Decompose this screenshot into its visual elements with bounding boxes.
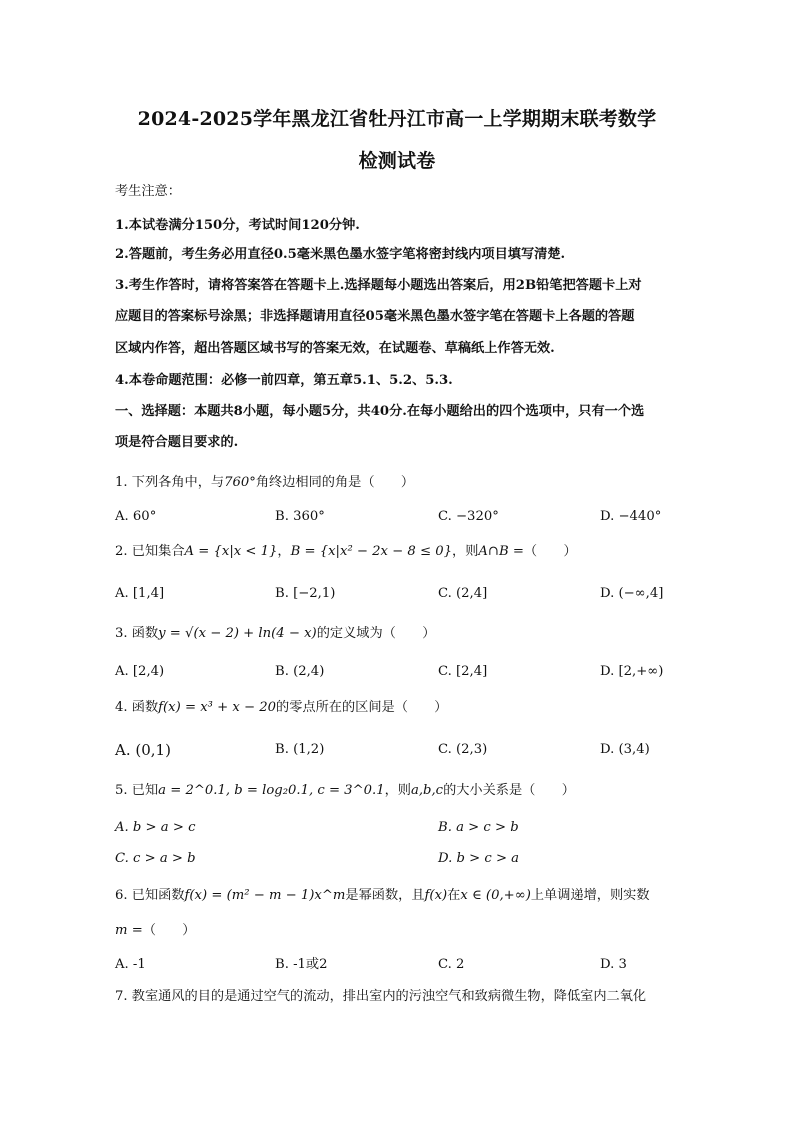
question-4-option-b: B. (1,2) [275,742,325,757]
question-5-option-c: C. c > a > b [115,851,196,866]
question-6-text-in: 在 [447,888,461,903]
question-6-m: m = [115,923,143,938]
question-1-option-d: D. −440° [600,509,662,524]
question-6-stem-line1 [115,886,685,906]
question-1-option-c: C. −320° [438,509,499,524]
question-2-answer-paren: （ ） [523,544,577,559]
exam-title-line2: 检测试卷 [358,150,436,172]
notice-item-4: 4.本卷命题范围：必修一前四章，第五章5.1、5.2、5.3. [115,373,453,388]
question-3-option-d: D. [2,+∞) [600,664,664,679]
question-3-option-c: C. [2,4] [438,664,488,679]
question-6-text: 6. 已知函数 [115,888,185,903]
question-6-text-end: 上单调递增，则实数 [530,888,650,903]
question-1-angle: 760° [224,475,256,490]
question-5-option-a: A. b > a > c [115,820,196,835]
question-4-function: f(x) = x³ + x − 20 [158,700,277,715]
question-2-text: 2. 已知集合 [115,544,185,559]
question-4-option-c: C. (2,3) [438,742,488,757]
question-4-text-end: 的零点所在的区间是（ ） [276,700,448,715]
question-5-text-mid: ，则 [384,783,411,798]
question-2-set-b: B = {x|x² − 2x − 8 ≤ 0} [290,544,453,559]
question-4-stem [115,698,685,718]
question-1-option-a: A. 60° [115,509,157,524]
question-6-stem-line2 [115,921,685,941]
question-2-text-mid: ，则 [452,544,479,559]
notice-item-2: 2.答题前，考生务必用直径0.5毫米黑色墨水签字笔将密封线内项目填写清楚. [115,247,566,262]
question-3-option-a: A. [2,4) [115,664,165,679]
question-6-text-mid: 是幂函数，且 [345,888,425,903]
question-2-option-b: B. [−2,1) [275,586,336,601]
question-6-answer-paren: （ ） [142,923,196,938]
section1-instructions-line1: 一、选择题：本题共8小题，每小题5分，共40分.在每小题给出的四个选项中，只有一个选 [115,404,645,419]
question-7-stem: 7. 教室通风的目的是通过空气的流动，排出室内的污浊空气和致病微生物，降低室内二氧化 [115,989,647,1004]
question-3-function: y = √(x − 2) + ln(4 − x) [158,626,317,641]
question-2-option-d: D. (−∞,4] [600,586,664,601]
question-2-intersection: A∩B = [478,544,524,559]
question-5-text: 5. 已知 [115,783,159,798]
question-6-function: f(x) = (m² − m − 1)x^m [184,888,346,903]
question-5-option-b: B. a > c > b [438,820,519,835]
question-1-option-b: B. 360° [275,509,325,524]
notice-item-3-line1: 3.考生作答时，请将答案答在答题卡上.选择题每小题选出答案后，用2B铅笔把答题卡上对 [115,278,642,293]
question-1-text-end: 角终边相同的角是（ ） [255,475,415,490]
question-5-text-end: 的大小关系是（ ） [443,783,575,798]
exam-title-line1: 2024-2025学年黑龙江省牡丹江市高一上学期期末联考数学 [137,108,657,130]
question-4-text: 4. 函数 [115,700,159,715]
notice-item-1: 1.本试卷满分150分，考试时间120分钟. [115,218,360,233]
question-4-option-d: D. (3,4) [600,742,650,757]
question-5-definitions: a = 2^0.1, b = log₂0.1, c = 3^0.1 [158,783,385,798]
question-5-stem [115,781,685,801]
notice-item-3-line3: 区域内作答，超出答题区域书写的答案无效，在试题卷、草稿纸上作答无效. [115,341,555,356]
question-3-stem [115,624,685,644]
question-3-text-end: 的定义域为（ ） [316,626,436,641]
question-6-option-a: A. -1 [115,957,146,972]
question-2-option-a: A. [1,4] [115,586,165,601]
question-1-stem [115,473,685,493]
question-5-variables: a,b,c [410,783,444,798]
question-2-comma: ， [277,544,291,559]
question-3-text: 3. 函数 [115,626,159,641]
question-4-option-a: A. (0,1) [115,741,171,759]
notice-item-3-line2: 应题目的答案标号涂黑；非选择题请用直径05毫米黑色墨水签字笔在答题卡上各题的答题 [115,309,635,324]
question-1-text: 1. 下列各角中，与 [115,475,225,490]
question-6-interval: x ∈ (0,+∞) [460,888,531,903]
question-2-stem [115,542,685,562]
question-2-set-a: A = {x|x < 1} [184,544,278,559]
notice-heading: 考生注意： [115,184,181,199]
section1-instructions-line2: 项是符合题目要求的. [115,435,239,450]
question-6-option-b: B. -1或2 [275,957,328,972]
question-3-option-b: B. (2,4) [275,664,325,679]
question-2-option-c: C. (2,4] [438,586,488,601]
question-6-option-c: C. 2 [438,957,465,972]
question-6-option-d: D. 3 [600,957,627,972]
question-6-fx: f(x) [424,888,448,903]
question-5-option-d: D. b > c > a [438,851,520,866]
